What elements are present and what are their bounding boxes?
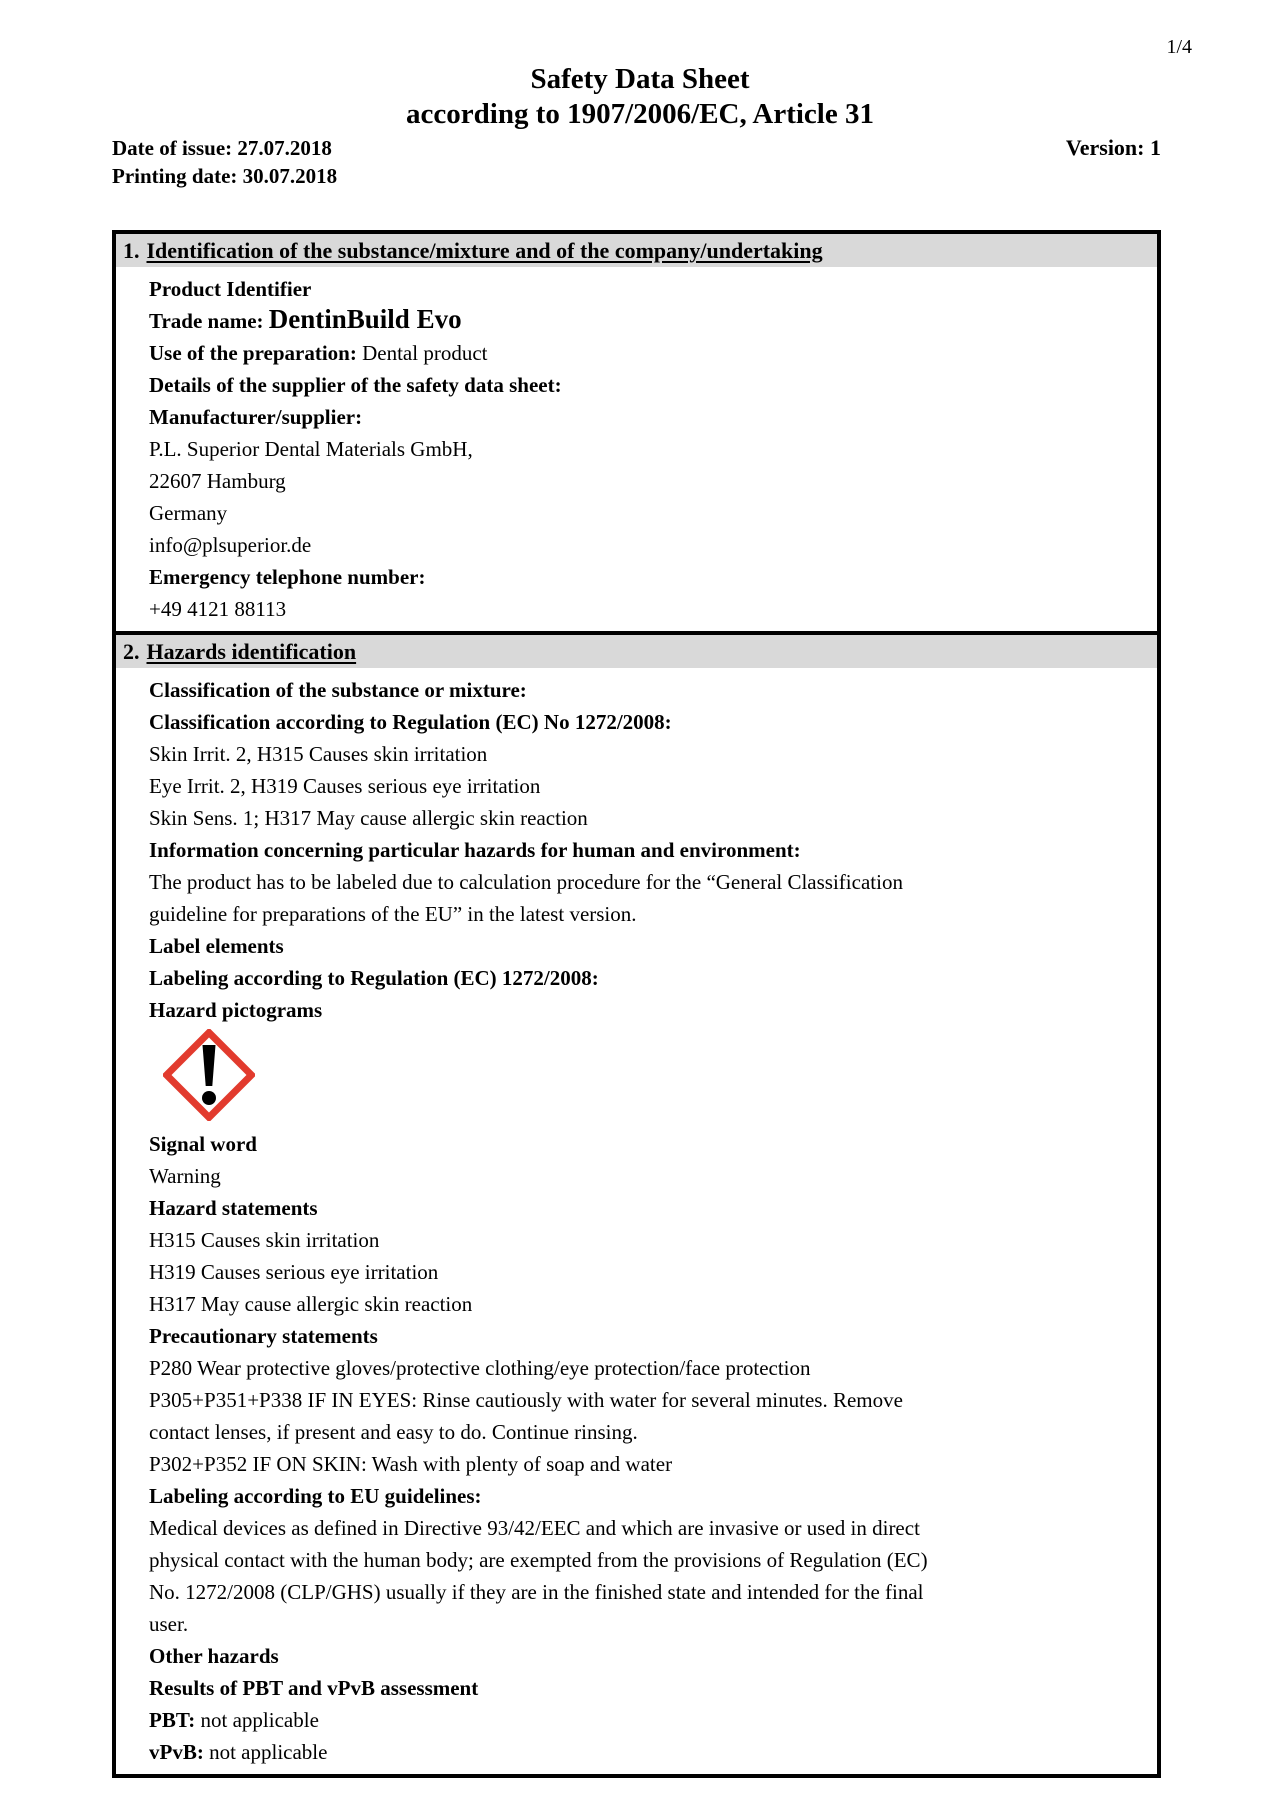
line-text: Medical devices as defined in Directive 93/42/EEC and which are invasive or used in direct [149,1516,920,1540]
line-text: not applicable [200,1708,319,1732]
version: Version: 1 [1065,135,1161,160]
line-text: Eye Irrit. 2, H319 Causes serious eye irritation [149,774,541,798]
text-line [149,993,1137,1025]
text-line [149,1639,1137,1671]
line-bold-text: Product Identifier [149,277,312,301]
section-header [116,234,1157,267]
line-bold-text: Labeling according to Regulation (EC) 1272/2008: [149,966,599,990]
text-line [149,737,1137,769]
text-line [149,272,1137,304]
text-line [149,1255,1137,1287]
text-line [149,400,1137,432]
line-bold-text: Manufacturer/supplier: [149,405,363,429]
text-line [149,1447,1137,1479]
line-text: H315 Causes skin irritation [149,1228,380,1252]
sds-document-box [112,230,1161,1778]
text-line [149,304,1137,336]
text-line [149,1479,1137,1511]
section-identification [116,234,1157,631]
line-bold-text: Hazard statements [149,1196,318,1220]
text-line [149,1511,1137,1543]
line-text: Skin Sens. 1; H317 May cause allergic skin reaction [149,806,588,830]
line-bold-text: Use of the preparation: [149,341,363,365]
line-text: +49 4121 88113 [149,597,287,621]
text-line [149,833,1137,865]
line-bold-text: PBT: [149,1708,201,1732]
line-text: P280 Wear protective gloves/protective clothing/eye protection/face protection [149,1356,811,1380]
line-text: contact lenses, if present and easy to do. Continue rinsing. [149,1420,638,1444]
line-text: The product has to be labeled due to calculation procedure for the “General Classification [149,870,903,894]
section-number: 1. [123,238,140,263]
text-line [149,705,1137,737]
text-line [149,897,1137,929]
line-text: Dental product [362,341,488,365]
section-title: Hazards identification [146,639,357,664]
line-text: Germany [149,501,228,525]
line-bold-text: Classification according to Regulation (EC) No 1272/2008: [149,710,672,734]
line-text: Warning [149,1164,221,1188]
text-line [149,1351,1137,1383]
text-line [149,1383,1137,1415]
line-bold-text: Precautionary statements [149,1324,378,1348]
line-text: info@plsuperior.de [149,533,312,557]
text-line [149,769,1137,801]
text-line [149,1671,1137,1703]
doc-title: Safety Data Sheet [530,63,750,95]
line-text: Skin Irrit. 2, H315 Causes skin irritation [149,742,488,766]
line-bold-text: Details of the supplier of the safety data sheet: [149,373,562,397]
line-bold-text: Other hazards [149,1644,279,1668]
text-line [149,560,1137,592]
line-bold-text: Emergency telephone number: [149,565,426,589]
text-line [149,929,1137,961]
line-text: No. 1272/2008 (CLP/GHS) usually if they are in the finished state and intended for the final [149,1580,924,1604]
trade-name-value: DentinBuild Evo [268,304,462,334]
text-line [149,1575,1137,1607]
text-line [149,1223,1137,1255]
line-bold-text: Results of PBT and vPvB assessment [149,1676,479,1700]
line-text: physical contact with the human body; are exempted from the provisions of Regulation (EC) [149,1548,928,1572]
line-bold-text: Trade name: [149,309,269,333]
section-title: Identification of the substance/mixture and of the company/undertaking [146,238,823,263]
line-text: P.L. Superior Dental Materials GmbH, [149,437,473,461]
section-hazards [116,631,1157,1774]
text-line [149,496,1137,528]
doc-dates [112,134,337,190]
line-text: H317 May cause allergic skin reaction [149,1292,473,1316]
hazards-lines-bottom [149,1127,1137,1767]
text-line [149,336,1137,368]
line-bold-text: Hazard pictograms [149,998,323,1022]
line-bold-text: Labeling according to EU guidelines: [149,1484,482,1508]
hazards-lines-top [149,673,1137,1025]
ghs07-diamond-icon [163,1029,255,1121]
text-line [149,432,1137,464]
text-line [149,1735,1137,1767]
doc-subtitle: according to 1907/2006/EC, Article 31 [406,98,874,130]
ghs07-exclamation-pictogram [163,1029,1137,1121]
line-bold-text: vPvB: [149,1740,210,1764]
printing-date: Printing date: 30.07.2018 [112,164,338,188]
text-line [149,1319,1137,1351]
text-line [149,592,1137,624]
line-text: P302+P352 IF ON SKIN: Wash with plenty of soap and water [149,1452,673,1476]
page-number: 1/4 [1166,36,1192,58]
line-text: 22607 Hamburg [149,469,286,493]
text-line [149,1607,1137,1639]
line-text: user. [149,1612,189,1636]
line-bold-text: Signal word [149,1132,257,1156]
section-body [116,267,1157,631]
line-text: not applicable [209,1740,328,1764]
section-header [116,635,1157,668]
text-line [149,1159,1137,1191]
text-line [149,368,1137,400]
text-line [149,961,1137,993]
section-body [116,668,1157,1774]
line-text: H319 Causes serious eye irritation [149,1260,439,1284]
date-of-issue: Date of issue: 27.07.2018 [112,136,332,160]
doc-meta [112,134,1161,190]
line-text: guideline for preparations of the EU” in the latest version. [149,902,637,926]
text-line [149,673,1137,705]
line-bold-text: Classification of the substance or mixture: [149,678,527,702]
line-bold-text: Information concerning particular hazards for human and environment: [149,838,801,862]
text-line [149,1127,1137,1159]
text-line [149,865,1137,897]
section-number: 2. [123,639,140,664]
text-line [149,801,1137,833]
text-line [149,464,1137,496]
text-line [149,1191,1137,1223]
text-line [149,1703,1137,1735]
text-line [149,1415,1137,1447]
line-text: P305+P351+P338 IF IN EYES: Rinse cautiously with water for several minutes. Remove [149,1388,903,1412]
line-bold-text: Label elements [149,934,284,958]
text-line [149,528,1137,560]
text-line [149,1287,1137,1319]
text-line [149,1543,1137,1575]
